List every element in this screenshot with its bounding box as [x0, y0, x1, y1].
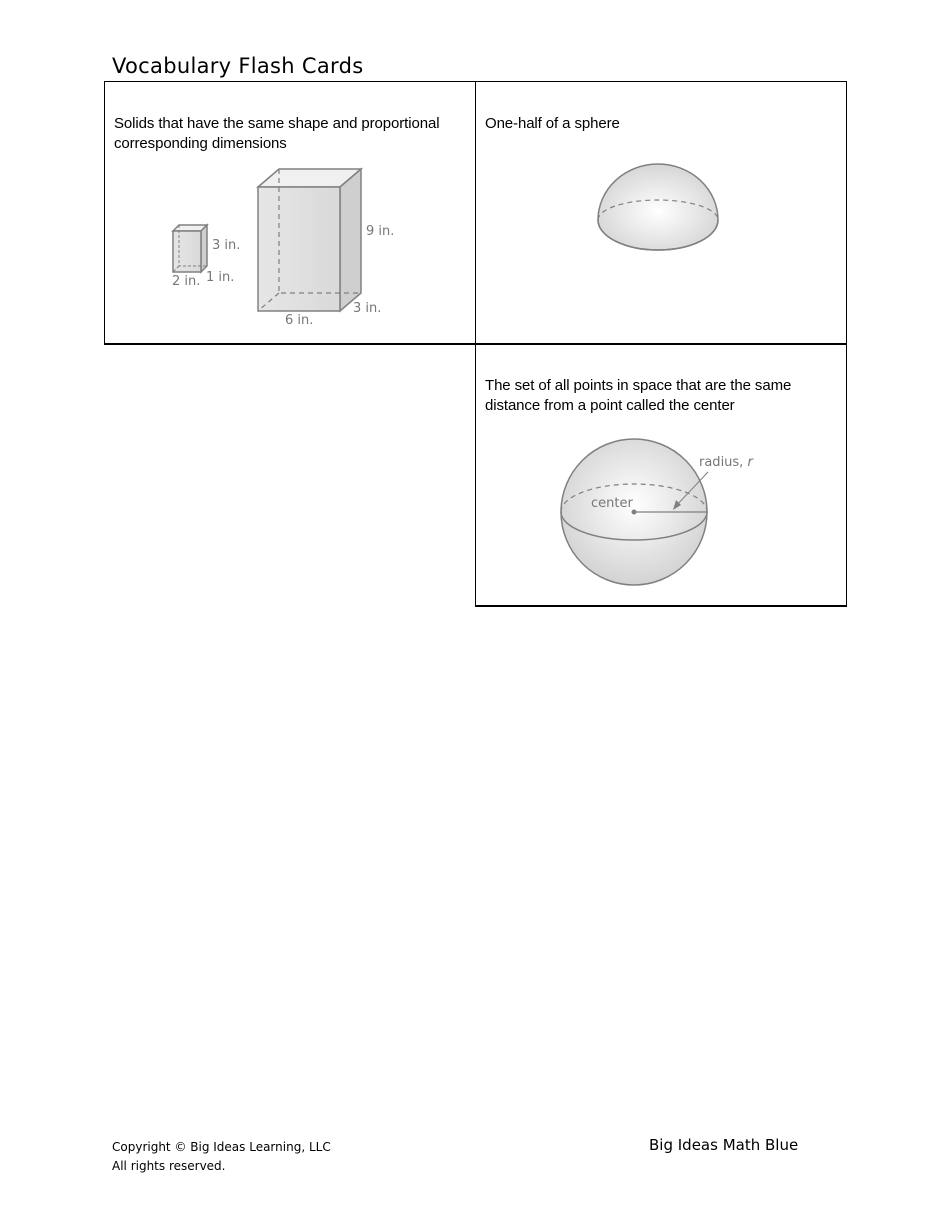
card-definition: One-half of a sphere [485, 115, 620, 132]
flash-card-hemisphere [475, 81, 847, 345]
hemisphere-figure [476, 82, 848, 346]
large-width-label: 6 in. [285, 313, 314, 328]
copyright-notice [112, 1138, 331, 1176]
flash-card-similar-solids [104, 81, 476, 345]
large-height-label: 9 in. [366, 224, 395, 239]
card-definition: The set of all points in space that are the same distance from a point called the center [485, 377, 792, 414]
flash-card-sphere [475, 344, 847, 607]
brand-name: Big Ideas Math Blue [649, 1136, 799, 1154]
large-depth-label: 3 in. [353, 301, 382, 316]
small-depth-label: 1 in. [206, 270, 235, 285]
small-prism [173, 225, 207, 272]
copyright-line: Copyright © Big Ideas Learning, LLC [112, 1140, 331, 1154]
radius-label: radius, r [699, 455, 753, 470]
card-definition: Solids that have the same shape and proportional corresponding dimensions [114, 115, 440, 152]
small-width-label: 2 in. [172, 274, 201, 289]
page-title: Vocabulary Flash Cards [112, 54, 364, 78]
rights-line: All rights reserved. [112, 1159, 226, 1173]
large-prism [258, 169, 361, 311]
small-height-label: 3 in. [212, 238, 241, 253]
center-label: center [591, 496, 633, 511]
similar-prisms-figure [105, 82, 477, 346]
sphere-figure [476, 344, 848, 607]
